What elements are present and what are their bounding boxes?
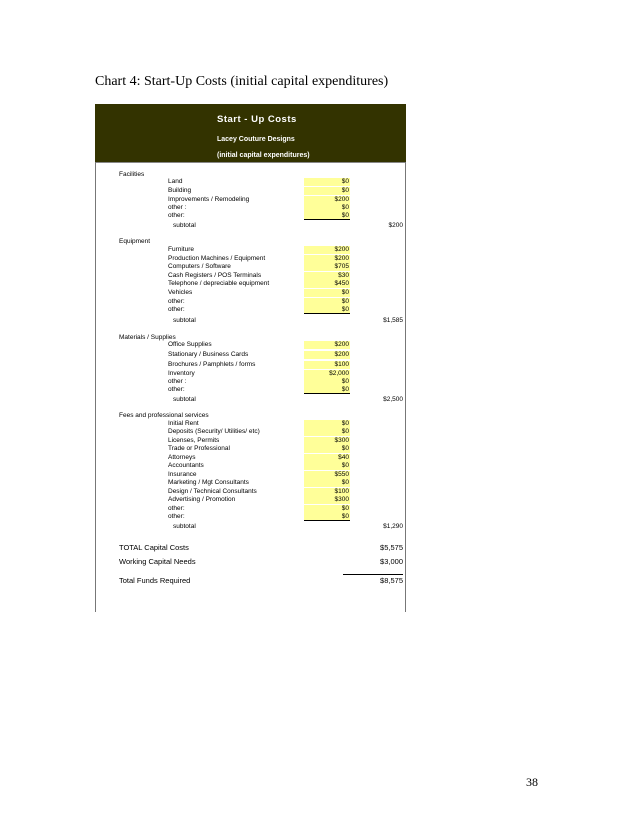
item-value: $450 [304,280,350,288]
item-label: Design / Technical Consultants [168,488,257,495]
sheet-left-border [95,162,96,612]
item-label: Computers / Software [168,263,231,270]
sheet-right-border [405,162,406,612]
item-label: Brochures / Pamphlets / forms [168,361,256,368]
item-label: other : [168,204,187,211]
item-label: Land [168,178,183,185]
startup-costs-sheet [95,104,406,612]
item-value: $0 [304,428,350,436]
item-value: $0 [304,298,350,306]
item-value: $0 [304,479,350,487]
sheet-company: Lacey Couture Designs [217,136,295,143]
subtotal-value: $1,290 [383,523,403,530]
page-number: 38 [526,775,538,789]
item-label: Marketing / Mgt Consultants [168,479,249,486]
item-value: $100 [304,488,350,496]
item-value: $0 [304,513,350,521]
subtotal-label: subtotal [173,396,196,403]
item-label: other: [168,212,185,219]
item-label: other : [168,378,187,385]
item-value: $0 [304,505,350,513]
item-label: Attorneys [168,454,196,461]
total-capital-costs-label: TOTAL Capital Costs [119,543,189,552]
item-value: $200 [304,246,350,254]
sheet-subtitle: (initial capital expenditures) [217,152,310,159]
section-equipment: Equipment [119,238,151,245]
subtotal-value: $200 [388,222,403,229]
total-capital-costs-value: $5,575 [380,543,403,552]
item-value: $100 [304,361,350,369]
item-label: Cash Registers / POS Terminals [168,272,262,279]
subtotal-label: subtotal [173,523,196,530]
chart-heading: Chart 4: Start-Up Costs (initial capital expenditures) [95,74,389,89]
subtotal-label: subtotal [173,317,196,324]
item-value: $200 [304,196,350,204]
item-value: $0 [304,420,350,428]
item-value: $0 [304,386,350,394]
item-label: Office Supplies [168,341,212,348]
header-divider [95,162,406,163]
item-label: other: [168,513,185,520]
item-label: Vehicles [168,289,193,296]
item-label: Initial Rent [168,420,199,427]
item-value: $30 [304,272,350,280]
working-capital-needs-label: Working Capital Needs [119,557,196,566]
item-label: Inventory [168,370,195,377]
item-value: $0 [304,178,350,186]
item-value: $705 [304,263,350,271]
item-label: other: [168,298,185,305]
item-label: Production Machines / Equipment [168,255,266,262]
item-value: $300 [304,496,350,504]
sheet-header-band [95,104,406,162]
item-value: $300 [304,437,350,445]
total-funds-required-value: $8,575 [343,574,403,585]
subtotal-value: $2,500 [383,396,403,403]
item-value: $0 [304,289,350,297]
item-label: other: [168,306,185,313]
item-value: $550 [304,471,350,479]
item-value: $0 [304,462,350,470]
item-label: Furniture [168,246,195,253]
item-value: $0 [304,204,350,212]
item-value: $0 [304,212,350,220]
item-value: $2,000 [304,370,350,378]
item-value: $0 [304,378,350,386]
working-capital-needs-value: $3,000 [380,557,403,566]
section-fees-professional-services: Fees and professional services [119,412,209,419]
item-label: Telephone / depreciable equipment [168,280,270,287]
section-facilities: Facilities [119,171,145,178]
item-label: Improvements / Remodeling [168,196,250,203]
total-funds-required-label: Total Funds Required [119,576,191,585]
subtotal-label: subtotal [173,222,196,229]
item-label: Trade or Professional [168,445,230,452]
item-label: Advertising / Promotion [168,496,236,503]
item-label: other: [168,386,185,393]
sheet-title: Start - Up Costs [217,114,297,125]
item-label: Building [168,187,192,194]
item-value: $0 [304,445,350,453]
item-value: $200 [304,351,350,359]
item-label: Stationary / Business Cards [168,351,249,358]
subtotal-value: $1,585 [383,317,403,324]
section-materials-supplies: Materials / Supplies [119,334,176,341]
item-value: $0 [304,306,350,314]
item-label: Accountants [168,462,204,469]
item-label: Licenses, Permits [168,437,220,444]
item-label: Insurance [168,471,197,478]
item-value: $200 [304,255,350,263]
item-label: other: [168,505,185,512]
item-value: $0 [304,187,350,195]
item-value: $40 [304,454,350,462]
item-value: $200 [304,341,350,349]
item-label: Deposits (Security/ Utilities/ etc) [168,428,260,435]
